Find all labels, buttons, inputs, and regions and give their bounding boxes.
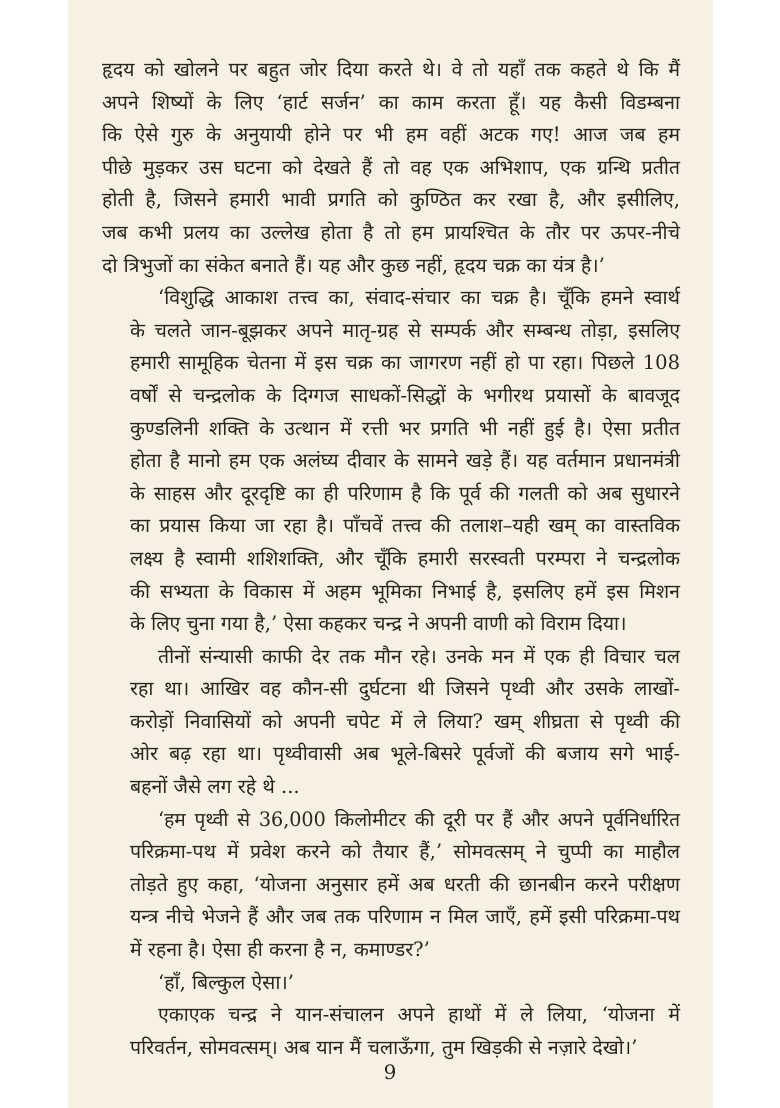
page-body-text xyxy=(102,54,680,1064)
paragraph xyxy=(102,999,680,1064)
text-line: हमारी सामूहिक चेतना में इस चक्र का जागरण नहीं हो पा रहा। पिछले 108 xyxy=(130,351,680,375)
text-line: दो त्रिभुजों का संकेत बनाते हैं। यह और कुछ नहीं, हृदय चक्र का यंत्र है।’ xyxy=(102,253,605,277)
text-line: पीछे मुड़कर उस घटना को देखते हैं तो वह एक अभिशाप, एक ग्रन्थि प्रतीत xyxy=(102,155,680,179)
text-line: लक्ष्य है स्वामी शशिशक्ति, और चूँकि हमारी सरस्वती परम्परा ने चन्द्रलोक xyxy=(130,546,680,570)
text-line: हृदय को खोलने पर बहुत जोर दिया करते थे। वे तो यहाँ तक कहते थे कि मैं xyxy=(102,58,680,81)
text-line: का प्रयास किया जा रहा है। पाँचवें तत्त्व की तलाश–यही खम् का वास्तविक xyxy=(130,514,680,538)
text-line: बहनों जैसे लग रहे थे ... xyxy=(130,775,300,799)
text-line: कि ऐसे गुरु के अनुयायी होने पर भी हम वहीं अटक गए! आज जब हम xyxy=(102,123,680,147)
text-line: वर्षों से चन्द्रलोक के दिग्गज साधकों-सिद्धों के भगीरथ प्रयासों के बावजूद xyxy=(130,383,680,407)
text-line: यन्त्र नीचे भेजने हैं और जब तक परिणाम न मिल जाएँ, हमें इसी परिक्रमा-पथ xyxy=(130,905,680,929)
text-line: ‘हम पृथ्वी से 36,000 किलोमीटर की दूरी पर हैं और अपने पूर्वनिर्धारित xyxy=(158,807,680,831)
paragraph xyxy=(102,282,680,641)
text-line: के साहस और दूरदृष्टि का ही परिणाम है कि पूर्व की गलती को अब सुधारने xyxy=(130,481,680,505)
paragraph xyxy=(102,967,680,1000)
text-line: एकाएक चन्द्र ने यान-संचालन अपने हाथों में ले लिया, ‘योजना में xyxy=(158,1003,680,1027)
text-line: परिवर्तन, सोमवत्सम्। अब यान मैं चलाऊँगा, तुम खिड़की से नज़ारे देखो।’ xyxy=(130,1035,638,1059)
page-number: 9 xyxy=(383,1060,397,1084)
text-line: कुण्डलिनी शक्ति के उत्थान में रत्ती भर प्रगति भी नहीं हुई है। ऐसा प्रतीत xyxy=(130,416,680,440)
text-line: ‘हाँ, बिल्कुल ऐसा।’ xyxy=(158,970,294,994)
text-line: ओर बढ़ रहा था। पृथ्वीवासी अब भूले-बिसरे पूर्वजों की बजाय सगे भाई- xyxy=(130,742,680,766)
text-line: रहा था। आखिर वह कौन-सी दुर्घटना थी जिसने पृथ्वी और उसके लाखों- xyxy=(130,677,680,701)
text-line: परिक्रमा-पथ में प्रवेश करने को तैयार हैं,’ सोमवत्सम् ने चुप्पी का माहौल xyxy=(130,840,680,864)
text-line: में रहना है। ऐसा ही करना है न, कमाण्डर?’ xyxy=(130,938,430,962)
text-line: होता है मानो हम एक अलंघ्य दीवार के सामने खड़े हैं। यह वर्तमान प्रधानमंत्री xyxy=(130,449,680,473)
text-line: करोड़ों निवासियों को अपनी चपेट में ले लिया? खम् शीघ्रता से पृथ्वी की xyxy=(130,709,680,733)
text-line: के चलते जान-बूझकर अपने मातृ-ग्रह से सम्पर्क और सम्बन्ध तोड़ा, इसलिए xyxy=(130,318,680,342)
text-line: तोड़ते हुए कहा, ‘योजना अनुसार हमें अब धरती की छानबीन करने परीक्षण xyxy=(130,872,680,896)
paragraph xyxy=(102,804,680,967)
text-line: जब कभी प्रलय का उल्लेख होता है तो हम प्रायश्चित के तौर पर ऊपर-नीचे xyxy=(102,220,680,244)
text-line: ‘विशुद्धि आकाश तत्त्व का, संवाद-संचार का चक्र है। चूँकि हमने स्वार्थ xyxy=(158,286,680,310)
text-line: के लिए चुना गया है,’ ऐसा कहकर चन्द्र ने अपनी वाणी को विराम दिया। xyxy=(130,612,627,636)
text-line: अपने शिष्यों के लिए ‘हार्ट सर्जन’ का काम करता हूँ। यह कैसी विडम्बना xyxy=(102,90,680,114)
text-line: की सभ्यता के विकास में अहम भूमिका निभाई है, इसलिए हमें इस मिशन xyxy=(130,579,680,603)
text-line: होती है, जिसने हमारी भावी प्रगति को कुण्ठित कर रखा है, और इसीलिए, xyxy=(102,188,680,212)
paragraph xyxy=(102,54,680,282)
paragraph xyxy=(102,641,680,804)
text-line: तीनों संन्यासी काफी देर तक मौन रहे। उनके मन में एक ही विचार चल xyxy=(158,644,680,668)
